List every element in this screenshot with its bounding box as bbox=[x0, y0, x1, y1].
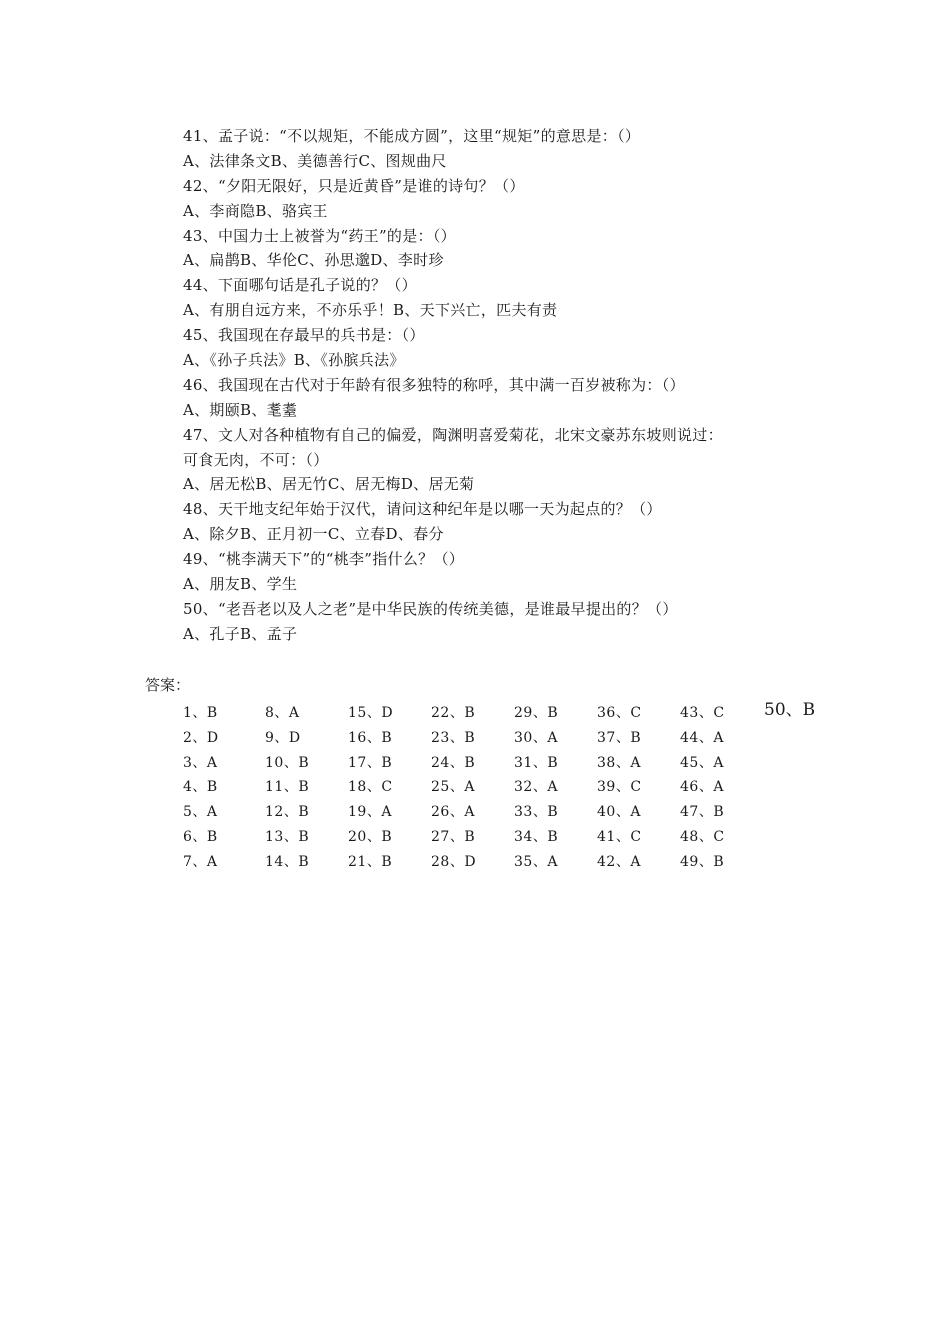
answer-item: 40、A bbox=[597, 804, 641, 821]
question-line: 49、“桃李满天下”的“桃李”指什么？（） bbox=[183, 550, 465, 569]
answer-item: 36、C bbox=[597, 705, 642, 721]
answer-item: 13、B bbox=[265, 828, 310, 845]
answer-item: 11、B bbox=[265, 779, 310, 796]
answer-item: 17、B bbox=[348, 754, 393, 771]
answer-item: 25、A bbox=[431, 779, 475, 796]
answer-item: 27、B bbox=[431, 828, 476, 845]
question-line: 41、孟子说：“不以规矩，不能成方圆”，这里“规矩”的意思是：（） bbox=[183, 127, 641, 145]
answer-column bbox=[597, 701, 642, 875]
answer-item: 29、B bbox=[514, 705, 559, 721]
answer-item: 21、B bbox=[348, 853, 393, 870]
answer-item: 48、C bbox=[680, 828, 725, 845]
answer-item: 34、B bbox=[514, 828, 559, 845]
answer-item: 47、B bbox=[680, 804, 725, 821]
answer-item: 9、D bbox=[265, 729, 301, 746]
question-options: A、居无松B、居无竹C、居无梅D、居无菊 bbox=[183, 475, 475, 494]
answer-column bbox=[265, 701, 309, 875]
answer-item: 22、B bbox=[431, 705, 476, 721]
answer-item: 39、C bbox=[597, 779, 642, 796]
question-line: 50、“老吾老以及人之老”是中华民族的传统美德，是谁最早提出的？（） bbox=[183, 599, 678, 618]
answer-column bbox=[183, 701, 219, 875]
question-line: 43、中国力士上被誉为“药王”的是：（） bbox=[183, 226, 456, 245]
answer-item: 41、C bbox=[597, 828, 642, 845]
answer-item: 44、A bbox=[680, 729, 724, 746]
answer-item: 42、A bbox=[597, 853, 641, 870]
answer-item: 6、B bbox=[183, 828, 218, 845]
answer-item: 7、A bbox=[183, 853, 218, 870]
answer-column bbox=[431, 701, 476, 875]
answer-column bbox=[514, 701, 558, 875]
answer-item: 3、A bbox=[183, 754, 218, 771]
question-options: A、除夕B、正月初一C、立春D、春分 bbox=[183, 525, 444, 544]
answer-item: 24、B bbox=[431, 754, 476, 771]
answer-item-last: 50、B bbox=[764, 700, 816, 720]
question-options: A、《孙子兵法》B、《孙膑兵法》 bbox=[183, 351, 405, 370]
answer-item: 4、B bbox=[183, 779, 218, 796]
answer-item: 18、C bbox=[348, 779, 393, 796]
question-options: A、扁鹊B、华伦C、孙思邈D、李时珍 bbox=[183, 251, 444, 270]
answer-item: 46、A bbox=[680, 779, 724, 796]
answers-heading: 答案： bbox=[145, 676, 191, 694]
answer-item: 45、A bbox=[680, 754, 724, 771]
answer-item: 49、B bbox=[680, 853, 725, 870]
question-line: 45、我国现在存最早的兵书是：（） bbox=[183, 326, 425, 345]
question-options: A、法律条文B、美德善行C、图规曲尺 bbox=[183, 151, 447, 170]
answer-item: 12、B bbox=[265, 804, 310, 821]
question-options: A、朋友B、学生 bbox=[183, 575, 298, 594]
question-line: 47、文人对各种植物有自己的偏爱，陶渊明喜爱菊花，北宋文豪苏东坡则说过： bbox=[183, 425, 723, 444]
answer-item: 28、D bbox=[431, 853, 477, 870]
question-line: 44、下面哪句话是孔子说的？（） bbox=[183, 276, 417, 295]
answer-item: 38、A bbox=[597, 754, 641, 771]
answer-item: 23、B bbox=[431, 729, 476, 746]
answer-item: 33、B bbox=[514, 804, 559, 821]
answer-item: 14、B bbox=[265, 853, 310, 870]
answer-item: 19、A bbox=[348, 804, 392, 821]
answer-item: 35、A bbox=[514, 853, 558, 870]
question-line: 46、我国现在古代对于年龄有很多独特的称呼，其中满一百岁被称为：（） bbox=[183, 375, 685, 394]
answer-item: 26、A bbox=[431, 804, 475, 821]
answer-item: 31、B bbox=[514, 754, 559, 771]
answer-item: 8、A bbox=[265, 705, 300, 721]
question-line: 42、“夕阳无限好，只是近黄昏”是谁的诗句？（） bbox=[183, 176, 525, 195]
question-options: A、孔子B、孟子 bbox=[183, 624, 298, 643]
answer-item: 37、B bbox=[597, 729, 642, 746]
answer-item: 43、C bbox=[680, 705, 725, 721]
answer-item: 20、B bbox=[348, 828, 393, 845]
answer-item: 32、A bbox=[514, 779, 558, 796]
answer-item: 15、D bbox=[348, 705, 394, 721]
answer-item: 2、D bbox=[183, 729, 219, 746]
question-list bbox=[183, 124, 823, 647]
question-options: A、期颐B、耄耋 bbox=[183, 400, 298, 419]
answer-column bbox=[348, 701, 393, 875]
answer-item: 16、B bbox=[348, 729, 393, 746]
answer-item: 1、B bbox=[183, 705, 218, 721]
question-options: A、李商隐B、骆宾王 bbox=[183, 201, 328, 220]
question-line: 48、天干地支纪年始于汉代，请问这种纪年是以哪一天为起点的？（） bbox=[183, 500, 662, 519]
question-line-continued: 可食无肉，不可：（） bbox=[183, 450, 329, 469]
answer-item: 5、A bbox=[183, 804, 218, 821]
answer-item: 10、B bbox=[265, 754, 310, 771]
answer-column bbox=[680, 701, 725, 875]
question-options: A、有朋自远方来，不亦乐乎！B、天下兴亡，匹夫有责 bbox=[183, 301, 558, 320]
answer-item: 30、A bbox=[514, 729, 558, 746]
